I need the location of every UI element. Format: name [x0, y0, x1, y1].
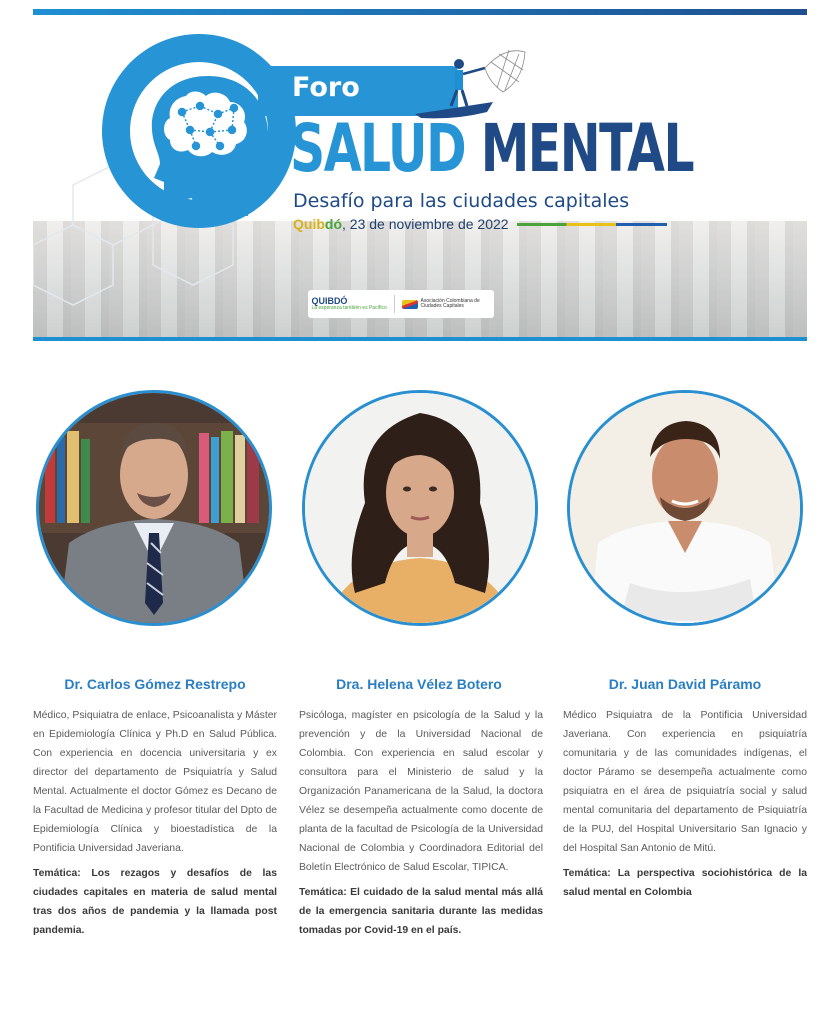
speaker-bio-3: Médico Psiquiatra de la Pontificia Universidad Javeriana. Con experiencia en psiquiatría comunitaria y de las comunidades indígenas, el doctor Páramo se desempeña actualmente como psiquiatra en el área de psiquiatría social y salud mental comunitaria del departamento de Psiquiatría de la PUJ, del Hospital Universitario San Ignacio y del Hospital San Antonio de Mitú. — [563, 710, 807, 854]
flag-colors-line — [517, 223, 667, 226]
event-subtitle: Desafío para las ciudades capitales — [293, 190, 630, 212]
speaker-photo-juan — [567, 390, 803, 626]
fisherman-boat-icon — [385, 40, 530, 120]
event-city-part2: dó — [324, 216, 342, 232]
speaker-portrait-1 — [39, 393, 269, 623]
title-word-salud: SALUD — [290, 110, 466, 187]
speaker-bio-column-3 — [563, 706, 807, 902]
event-title — [290, 110, 694, 187]
quibdo-logo — [311, 297, 386, 311]
sponsor-logos — [308, 290, 494, 318]
speaker-name-2: Dra. Helena Vélez Botero — [336, 676, 502, 692]
speaker-bio-column-2 — [299, 706, 543, 940]
speaker-name-1: Dr. Carlos Gómez Restrepo — [64, 676, 246, 692]
event-city — [293, 216, 342, 232]
speaker-bio-column-1 — [33, 706, 277, 940]
speaker-name-3: Dr. Juan David Páramo — [608, 676, 762, 692]
asociacion-logo-text: Asociación Colombiana de Ciudades Capitales — [420, 297, 480, 309]
speaker-photo-helena — [302, 390, 538, 626]
speaker-portrait-2 — [305, 393, 535, 623]
logo-separator — [394, 295, 395, 313]
event-date: , 23 de noviembre de 2022 — [342, 216, 509, 232]
banner-bottom-rule — [33, 337, 807, 341]
speaker-bio-2: Psicóloga, magíster en psicología de la Salud y la prevención y de la Universidad Nacional de Colombia. Con experiencia en salud escolar y consultora para el Ministerio de salud y la Organización Panamericana de la Salud, la doctora Vélez se desempeña actualmente como docente de planta de la facultad de Psicología de la Universidad Nacional de Colombia y Coordinadora Editorial del Boletín Electrónico de Salud Escolar, TIPICA. — [299, 710, 543, 873]
asociacion-logo — [402, 299, 491, 310]
speaker-topic-1: Temática: Los rezagos y desafíos de las ciudades capitales en materia de salud mental tras dos años de pandemia y la llamada post pandemia. — [33, 868, 277, 936]
speaker-topic-3: Temática: La perspectiva sociohistórica de la salud mental en Colombia — [563, 868, 807, 898]
event-place-date — [293, 216, 667, 232]
speaker-photo-carlos — [36, 390, 272, 626]
foro-label: Foro — [292, 72, 360, 103]
speaker-topic-2: Temática: El cuidado de la salud mental más allá de la emergencia sanitaria durante las medidas tomadas por Covid-19 en el país. — [299, 887, 543, 936]
asociacion-logo-icon — [402, 300, 418, 309]
speaker-portrait-3 — [570, 393, 800, 623]
brain-head-icon — [138, 68, 278, 218]
title-word-mental: MENTAL — [480, 110, 694, 187]
quibdo-logo-tagline: La esperanza también es Pacífico — [311, 305, 387, 311]
event-city-part1: Quib — [293, 216, 325, 232]
quibdo-logo-text: QUIBDÓ — [311, 296, 348, 306]
speaker-bio-1: Médico, Psiquiatra de enlace, Psicoanalista y Máster en Epidemiología Clínica y Ph.D en Salud Pública. Con experiencia en docencia universitaria y ex director del departamento de Psiquiatría y Salud Mental. Actualmente el doctor Gómez es Decano de la Facultad de Medicina y profesor titular del Dpto de Epidemiología Clínica y bioestadística de la Pontificia Universidad Javeriana. — [33, 710, 277, 854]
